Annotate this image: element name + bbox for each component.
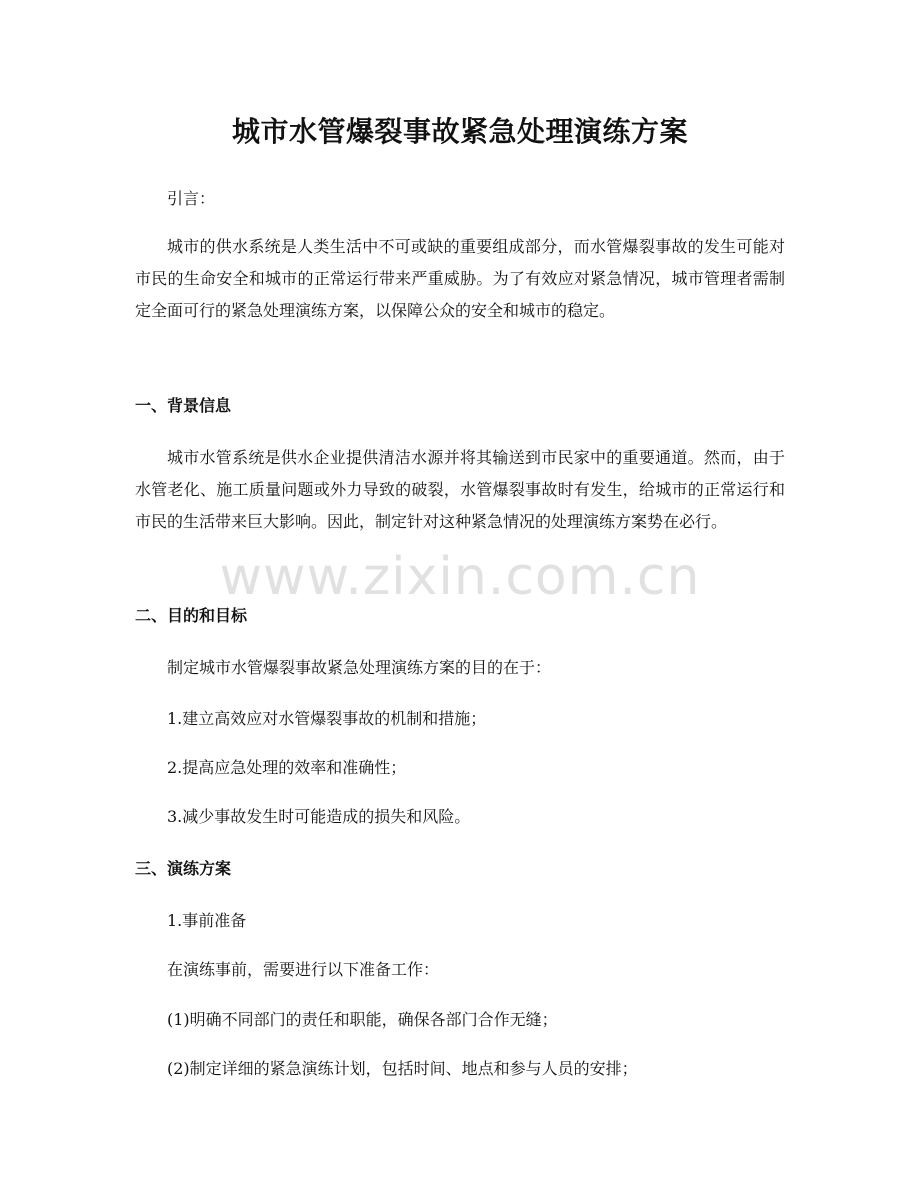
- plan-prep-item-2: (2)制定详细的紧急演练计划，包括时间、地点和参与人员的安排；: [167, 1059, 638, 1078]
- watermark: www.zixin.com.cn: [219, 547, 701, 607]
- section-heading-plan: 三、演练方案: [135, 859, 232, 878]
- intro-paragraph: 城市的供水系统是人类生活中不可或缺的重要组成部分，而水管爆裂事故的发生可能对市民的生命安全和城市的正常运行带来严重威胁。为了有效应对紧急情况，城市管理者需制定全面可行的紧急处理演练方案，以保障公众的安全和城市的稳定。: [135, 237, 785, 320]
- goal-item-3: 3.减少事故发生时可能造成的损失和风险。: [167, 807, 471, 826]
- background-paragraph: 城市水管系统是供水企业提供清洁水源并将其输送到市民家中的重要通道。然而，由于水管老化、施工质量问题或外力导致的破裂，水管爆裂事故时有发生，给城市的正常运行和市民的生活带来巨大影响。因此，制定针对这种紧急情况的处理演练方案势在必行。: [135, 448, 785, 531]
- intro-label: 引言：: [167, 189, 216, 208]
- document-title: 城市水管爆裂事故紧急处理演练方案: [231, 115, 688, 148]
- section-heading-background: 一、背景信息: [135, 396, 232, 415]
- plan-prep-intro: 在演练事前，需要进行以下准备工作：: [167, 960, 440, 979]
- goals-intro: 制定城市水管爆裂事故紧急处理演练方案的目的在于：: [167, 658, 552, 677]
- goal-item-2: 2.提高应急处理的效率和准确性；: [167, 758, 407, 777]
- section-heading-goals: 二、目的和目标: [135, 606, 248, 625]
- plan-prep-item-1: (1)明确不同部门的责任和职能，确保各部门合作无缝；: [167, 1010, 558, 1029]
- goal-item-1: 1.建立高效应对水管爆裂事故的机制和措施；: [167, 709, 487, 728]
- plan-subheading-prep: 1.事前准备: [167, 911, 247, 930]
